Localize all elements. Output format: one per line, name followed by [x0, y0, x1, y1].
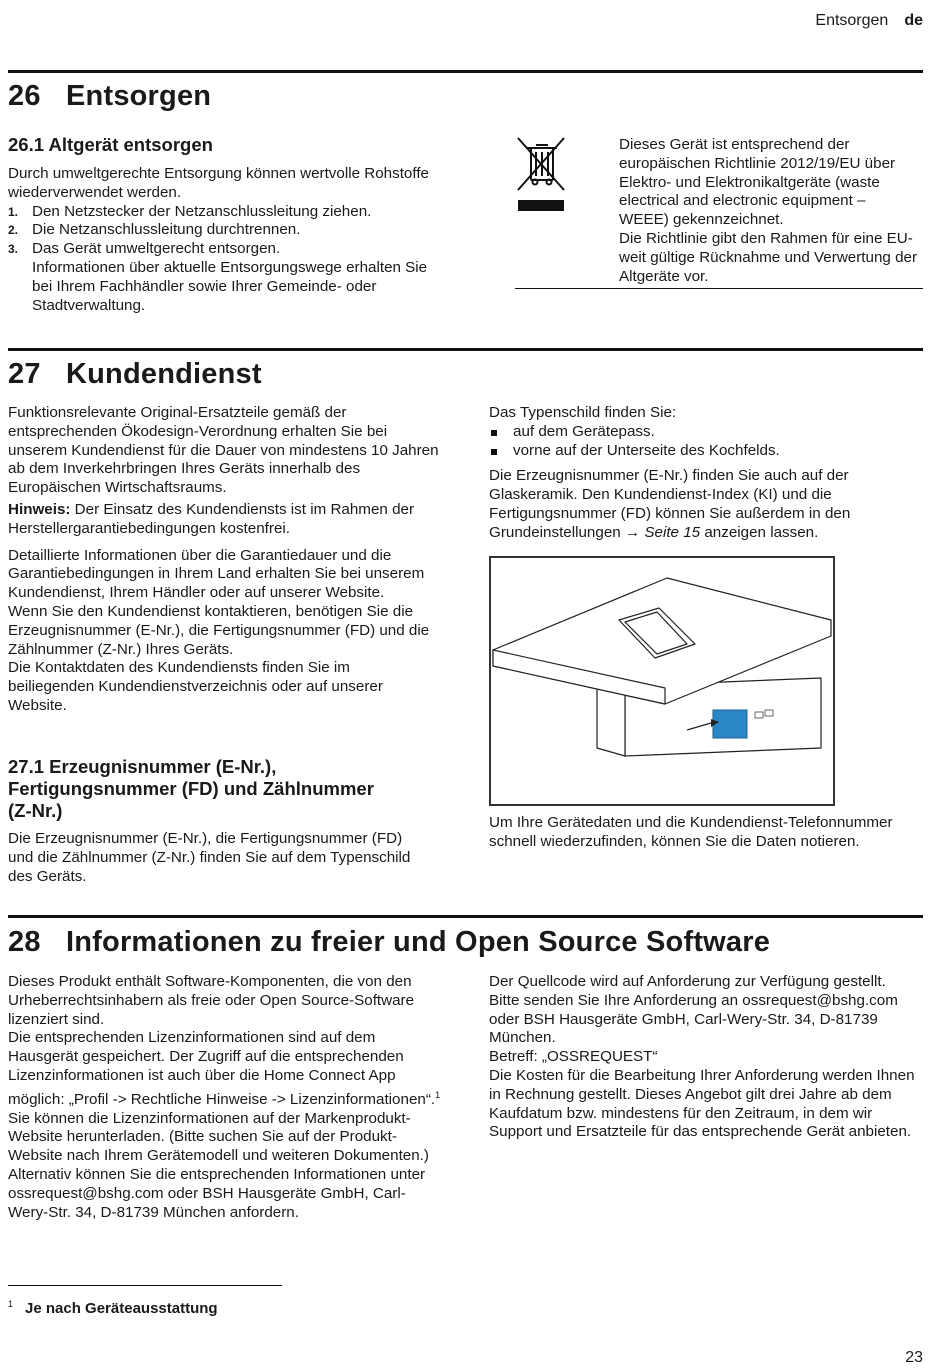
step-item: 1. Den Netzstecker der Netzanschlussleitung ziehen.: [8, 202, 372, 220]
footnote: [8, 1299, 218, 1317]
page-reference-link[interactable]: Seite 15: [644, 523, 701, 541]
contact-data-paragraph: Die Kontaktdaten des Kundendiensts finden Sie im beiliegenden Kundendienstverzeichnis oder auf unserer Website.: [8, 659, 383, 714]
running-header: [815, 12, 923, 30]
section-heading-27: 27 Kundendienst: [8, 358, 262, 390]
warranty-paragraph: Detaillierte Informationen über die Garantiedauer und die Garantiebedingungen in Ihrem Land erhalten Sie bei unserem Kundendienst, Ihrem Händler oder auf unserer Website.: [8, 546, 425, 602]
rating-plate-illustration: [489, 556, 835, 806]
footnote-marker: 1: [435, 1089, 441, 1100]
list-item: auf dem Gerätepass.: [489, 423, 923, 442]
note-data-paragraph: Um Ihre Gerätedaten und die Kundendienst-Telefonnummer schnell wiederzufinden, können Sie die Daten notieren.: [489, 814, 893, 850]
step-note: Informationen über aktuelle Entsorgungswege erhalten Sie bei Ihrem Fachhändler sowie Ihrer Gemeinde- oder Stadtverwaltung.: [32, 258, 428, 314]
hinweis-paragraph: Hinweis: Der Einsatz des Kundendiensts ist im Rahmen der Herstellergarantiebedingungen kostenfrei.: [8, 500, 415, 537]
section-rule: [8, 348, 923, 351]
footnote-rule: [8, 1285, 282, 1286]
product-number-paragraph: Die Erzeugnisnummer (E-Nr.) finden Sie auch auf der Glaskeramik. Den Kundendienst-Index (KI) und die Fertigungsnummer (FD) können Sie außerdem in den Grundeinstellungen → Seite 15 anzeigen lassen.: [489, 467, 851, 541]
oss-left-text: [8, 973, 442, 1222]
oss-intro-paragraph: Dieses Produkt enthält Software-Komponenten, die von den Urheberrechtsinhabern als freie oder Open Source-Software lizenziert sind.: [8, 973, 415, 1028]
section-heading-28: 28 Informationen zu freier und Open Source Software: [8, 926, 771, 958]
subject-line: Betreff: „OSSREQUEST“: [489, 1048, 658, 1066]
subsection-heading-26-1: 26.1 Altgerät entsorgen: [8, 134, 213, 155]
cross-reference-arrow: →: [624, 523, 641, 541]
footnote-text: Je nach Geräteausstattung: [25, 1300, 218, 1317]
step-item: 2. Die Netzanschlussleitung durchtrennen.: [8, 221, 301, 239]
disposal-text: [8, 165, 440, 315]
disposal-steps: [8, 203, 440, 316]
header-section: Entsorgen: [815, 12, 889, 29]
source-code-paragraph: Der Quellcode wird auf Anforderung zur Verfügung gestellt.: [489, 973, 886, 990]
header-lang: de: [904, 12, 923, 29]
step-item: 3. Das Gerät umweltgerecht entsorgen. Informationen über aktuelle Entsorgungswege erhalten Sie bei Ihrem Fachhändler sowie Ihrer Gemeinde- oder Stadtverwaltung.: [8, 240, 440, 315]
oss-right-text: [489, 973, 923, 1142]
rating-plate-info: [489, 404, 923, 543]
section-heading-26: 26 Entsorgen: [8, 80, 212, 112]
rating-plate-paragraph: Die Erzeugnisnummer (E-Nr.), die Fertigungsnummer (FD) und die Zählnummer (Z-Nr.) finden Sie auf dem Typenschild des Geräts.: [8, 830, 411, 885]
cooktop-drawing: [491, 558, 833, 804]
footnote-number: 1: [8, 1299, 14, 1309]
oss-license-paragraph: Die entsprechenden Lizenzinformationen sind auf dem Hausgerät gespeichert. Der Zugriff auf die entsprechenden Lizenzinformationen ist auch über die Home Connect App möglich: „Profil -> Rechtliche Hinweise -> Lizenzinformationen“.$^1$ Sie können die Lizenzinformationen auf der Markenprodukt-Website herunterladen. (Bitte suchen Sie auf der Produkt-Website nach Ihrem Gerätemodell und weiteren Dokumenten.) Alternativ können Sie die entsprechenden Informationen unter ossrequest@bshg.com oder BSH Hausgeräte GmbH, Carl-Wery-Str. 34, D-81739 München anfordern.: [8, 1029, 441, 1221]
weee-paragraph-1: Dieses Gerät ist entsprechend der europäischen Richtlinie 2012/19/EU über Elektro- und Elektronikaltgeräte (waste electrical and electronic equipment – WEEE) gekennzeichnet.: [619, 136, 896, 229]
section-rule: [8, 915, 923, 918]
section-rule: [8, 70, 923, 73]
spare-parts-paragraph: Funktionsrelevante Original-Ersatzteile gemäß der entsprechenden Ökodesign-Verordnung erhalten Sie bei unserem Kundendienst für die Dauer von mindestens 10 Jahren ab dem Inverkehrbringen Ihres Geräts innerhalb des Europäischen Wirtschaftsraums.: [8, 404, 439, 497]
customer-service-text: [8, 404, 440, 716]
subsection-heading-27-1: 27.1 Erzeugnisnummer (E-Nr.), Fertigungsnummer (FD) und Zählnummer (Z-Nr.): [8, 756, 374, 821]
contact-paragraph: Wenn Sie den Kundendienst kontaktieren, benötigen Sie die Erzeugnisnummer (E-Nr.), die Fertigungsnummer (FD) und die Zählnummer (Z-Nr.) Ihres Geräts.: [8, 602, 430, 658]
rating-plate-locations: [489, 423, 923, 461]
weee-text: [619, 136, 919, 286]
crossed-bin-icon: [515, 136, 567, 212]
weee-notice: [515, 132, 923, 289]
costs-paragraph: Die Kosten für die Bearbeitung Ihrer Anforderung werden Ihnen in Rechnung gestellt. Dieses Angebot gilt drei Jahre ab dem Kaufdatum bzw. mindestens für den Zeitraum, in dem wir Support und Ersatzteile für das entsprechende Gerät anbieten.: [489, 1066, 915, 1141]
weee-paragraph-2: Die Richtlinie gibt den Rahmen für eine EU-weit gültige Rücknahme und Verwertung der Altgeräte vor.: [619, 229, 918, 285]
rating-plate-intro: Das Typenschild finden Sie:: [489, 404, 677, 421]
disposal-intro: Durch umweltgerechte Entsorgung können wertvolle Rohstoffe wiederverwendet werden.: [8, 165, 429, 201]
request-paragraph: Bitte senden Sie Ihre Anforderung an ossrequest@bshg.com oder BSH Hausgeräte GmbH, Carl-Wery-Str. 34, D-81739 München.: [489, 991, 898, 1047]
list-item: vorne auf der Unterseite des Kochfelds.: [489, 442, 923, 461]
page-number: 23: [905, 1349, 923, 1366]
hinweis-label: Hinweis:: [8, 500, 71, 518]
